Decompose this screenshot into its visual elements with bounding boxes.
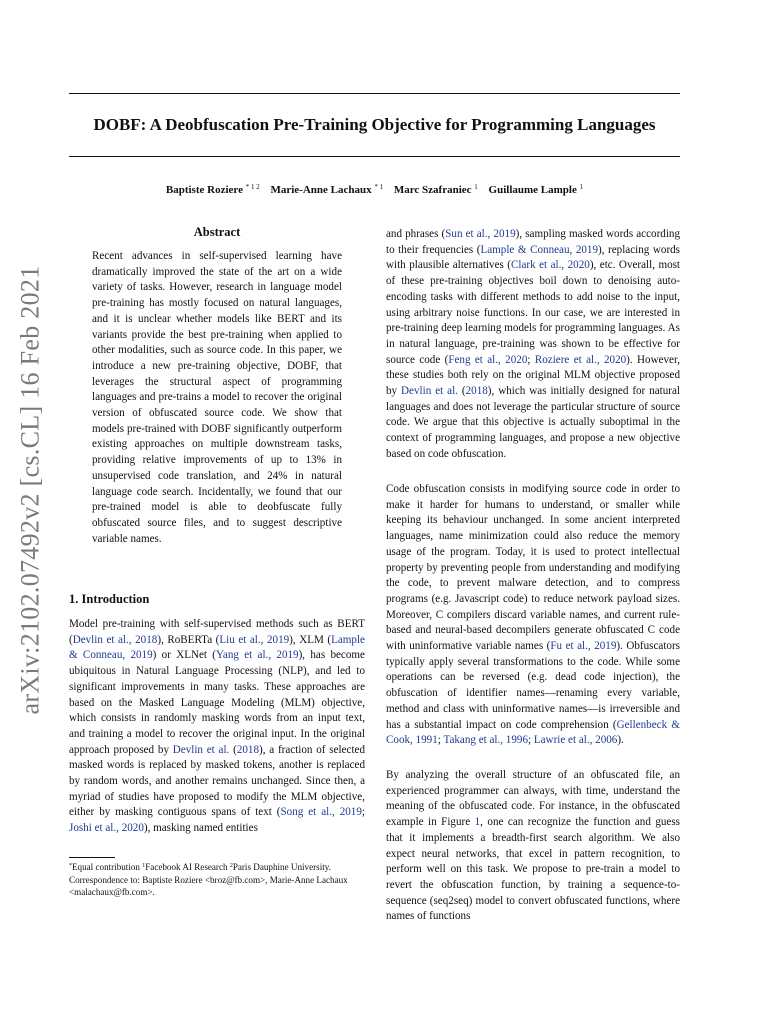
citation-link[interactable]: Takang et al., 1996 [443,734,528,747]
citation-link[interactable]: Clark et al., 2020 [511,259,590,272]
right-column-paragraph-1: and phrases (Sun et al., 2019), sampling masked words according to their frequencies (Lample & Conneau, 2019), replacing words with plausible alternatives (Clark et al., 2020), etc. Overall, most of these pre-training objectives boil down to denoising auto-encoding tasks with different methods to add noise to the input, using arbitrary noise functions. In our case, we are interested in pre-training deep learning models for programming languages. As in natural language, pre-training was shown to be effective for source code (Feng et al., 2020; Roziere et al., 2020). However, these studies both rely on the original MLM objective proposed by Devlin et al. (2018), which was initially designed for natural languages and does not leverage the particular structure of source code. We argue that this objective is actually suboptimal in the context of programming languages, and propose a new objective based on code obfuscation. [386,228,681,460]
citation-link[interactable]: 2018 [236,743,260,756]
citation-link[interactable]: Lawrie et al., 2006 [533,734,618,747]
arxiv-stamp-text: arXiv:2102.07492v2 [cs.CL] 16 Feb 2021 [16,265,45,715]
arxiv-stamp [6,260,56,720]
citation-link[interactable]: Gellenbeck & Cook, 1991 [386,718,680,747]
citation-link[interactable]: Song et al., 2019 [280,806,362,819]
author-2: Marie-Anne Lachaux $^{* 1}$ [270,183,384,196]
figure-reference-link[interactable]: 1 [474,816,481,829]
citation-link[interactable]: Yang et al., 2019 [216,649,299,662]
title-top-rule [69,93,680,94]
citation-link[interactable]: 2018 [465,385,488,398]
author-3: Marc Szafraniec $^1$ [393,183,478,196]
citation-link[interactable]: Feng et al., 2020 [448,353,528,366]
citation-link[interactable]: Devlin et al. [172,743,230,756]
citation-link[interactable]: Sun et al., 2019 [445,228,516,240]
abstract-text: Recent advances in self-supervised learning have dramatically improved the state of the art on a wide variety of tasks. However, research in language model pre-training has mostly focused on natural languages, and it is unclear whether models like BERT and its variants provide the best pre-training when applied to other modalities, such as source code. In this paper, we introduce a new pre-training objective, DOBF, that leverages the structural aspect of programming languages and pre-trains a model to recover the original version of obfuscated source code. We show that models pre-trained with DOBF significantly outperform existing approaches on multiple downstream tasks, providing relative improvements of up to 13% in unsupervised code translation, and 24% in natural language code search. Incidentally, we found that our pre-trained model is able to deobfuscate fully obfuscated source files, and to suggest descriptive variable names. [92,250,342,545]
introduction-paragraph: Model pre-training with self-supervised methods such as BERT (Devlin et al., 2018), RoBERTa (Liu et al., 2019), XLM (Lample & Conneau, 2019) or XLNet (Yang et al., 2019), has become ubiquitous in Natural Language Processing (NLP), and led to significant improvements in many tasks. These approaches are based on the Masked Language Modeling (MLM) objective, which consists in randomly masking words from an input text, and training a model to recover the original input. In the original approach proposed by Devlin et al. (2018), a fraction of selected masked words is replaced by masked tokens, another is replaced by random words, and another remains unchanged. Since then, a myriad of studies have proposed to modify the MLM objective, either by masking contiguous spans of text (Song et al., 2019; Joshi et al., 2020), masking named entities [69,618,366,835]
citation-link[interactable]: Liu et al., 2019 [219,633,290,646]
author-1: Baptiste Roziere $^{* 1 2}$ [165,183,260,196]
citation-link[interactable]: Roziere et al., 2020 [534,353,627,366]
right-column-paragraph-2: Code obfuscation consists in modifying source code in order to make it harder for humans to understand, or smaller while keeping its behaviour unchanged. In some ancient interpreted languages, name minimization could also reduce the memory usage of the program. Today, it is used to protect intellectual property by preventing people from understanding and modifying the code, to prevent malware detection, and to compress programs (e.g. Javascript code) to reduce network payload sizes. Moreover, C compilers discard variable names, and current rule-based and neural-based decompilers generate obfuscated C code with uninformative variable names (Fu et al., 2019). Obfuscators typically apply several transformations to the code. While some operations can be reversed (e.g. dead code injection), the obfuscation of identifier names—renaming every variable, method and class with uninformative names—is irreversible and has a substantial impact on code comprehension (Gellenbeck & Cook, 1991; Takang et al., 1996; Lawrie et al., 2006). [386,483,680,747]
author-4: Guillaume Lample $^1$ [488,183,584,196]
footnote-rule [69,857,115,858]
citation-link[interactable]: Fu et al., 2019 [550,640,617,653]
paper-title: DOBF: A Deobfuscation Pre-Training Objective for Programming Languages [93,115,656,134]
footnote: *Equal contribution $^1$Facebook AI Research $^2$Paris Dauphine University. Correspondence to: Baptiste Roziere <broz@fb.com>, Marie-Anne Lachaux <malachaux@fb.com>. [69,862,348,897]
abstract-heading: Abstract [193,225,241,239]
right-column-paragraph-3: By analyzing the overall structure of an obfuscated file, an experienced programmer can always, with time, understand the meaning of the obfuscated code. For instance, in the obfuscated example in Figure 1, one can recognize the function and guess that it implements a breadth-first search algorithm. We also expect neural networks, that excel in pattern recognition, to perform well on this task. We propose to pre-train a model to revert the obfuscation function, by training a sequence-to-sequence (seq2seq) model to convert obfuscated functions, where names of functions [386,769,680,923]
citation-link[interactable]: Lample & Conneau, 2019 [69,633,365,662]
author-list [69,178,680,199]
title-bottom-rule [69,156,680,157]
citation-link[interactable]: Lample & Conneau, 2019 [480,243,599,256]
citation-link[interactable]: Devlin et al. [401,385,458,398]
citation-link[interactable]: Joshi et al., 2020 [69,822,144,835]
introduction-heading: 1. Introduction [69,592,150,606]
citation-link[interactable]: Devlin et al., 2018 [72,633,158,646]
